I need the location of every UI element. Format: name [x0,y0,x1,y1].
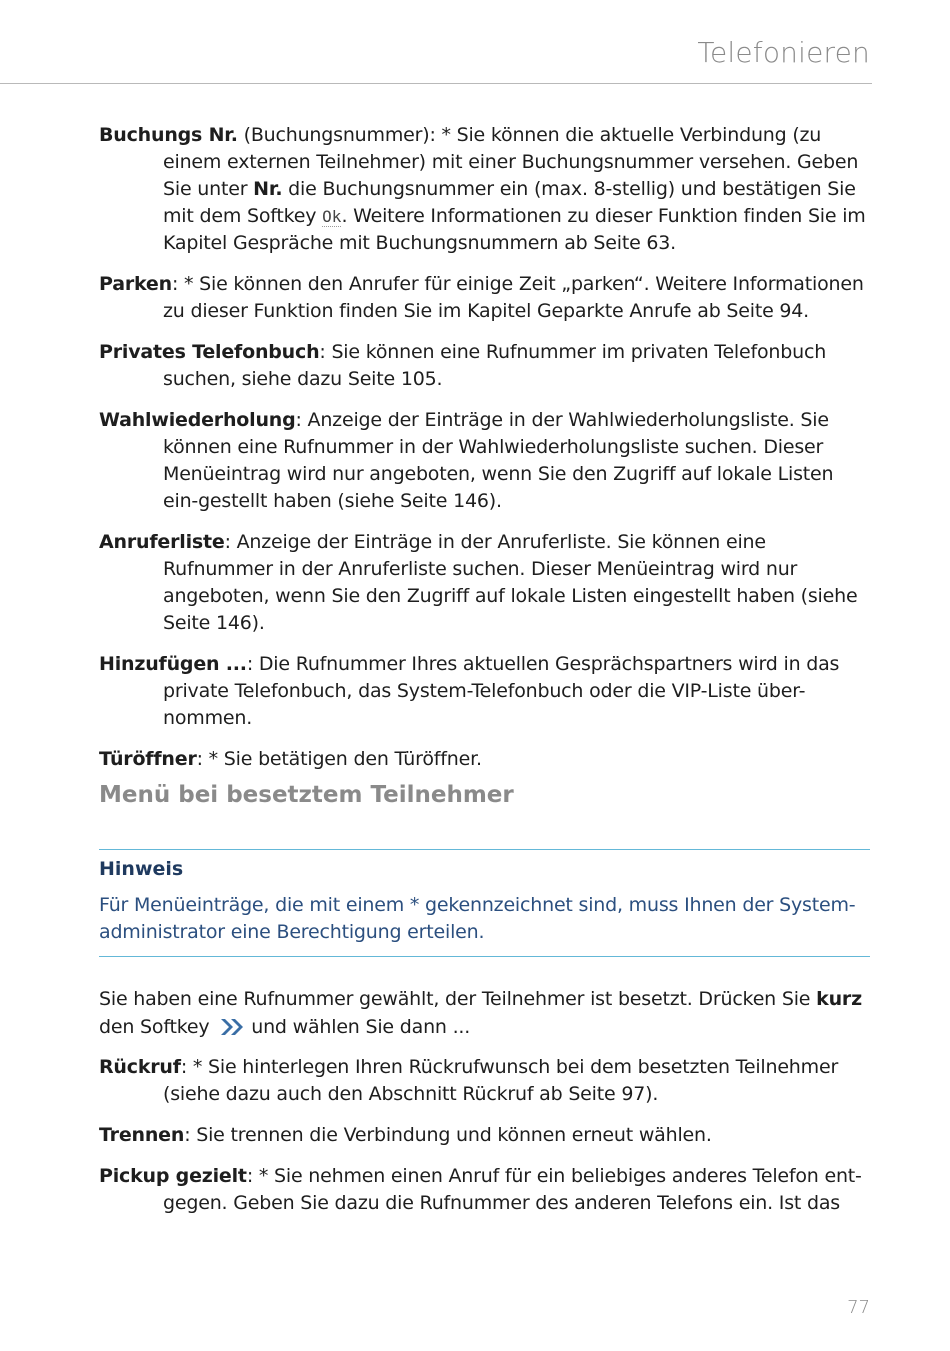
entry-term: Parken [99,273,172,295]
entry-text: : Die Rufnummer Ihres aktuellen Gesprächspartners wird in das private Telefonbuch, das System-Telefonbuch oder die VIP-Liste über-nommen. [163,653,840,729]
entry-trennen [99,1122,871,1149]
intro-text: den Softkey [99,1016,210,1038]
entry-term: Wahlwiederholung [99,409,296,431]
entry-wahlwiederholung [99,407,871,515]
entry-term: Rückruf [99,1056,181,1078]
entry-buchungs-nr [99,122,871,257]
intro-paragraph [99,985,871,1045]
entry-text: : * Sie betätigen den Türöffner. [196,748,482,770]
entry-rueckruf [99,1054,871,1108]
intro-bold: kurz [816,988,862,1010]
menu-entries-top [99,122,871,773]
entry-text: : Anzeige der Einträge in der Anruferliste. Sie können eine Rufnummer in der Anruferliste suchen. Dieser Menüeintrag wird nur angeboten, wenn Sie den Zugriff auf lokale Listen eingestellt haben (siehe Seite 146). [163,531,858,634]
intro-text: Sie haben eine Rufnummer gewählt, der Teilnehmer ist besetzt. Drücken Sie [99,988,817,1010]
double-chevron-right-icon [219,1017,247,1045]
note-box [99,849,870,957]
entry-text: : * Sie können den Anrufer für einige Zeit „parken“. Weitere Informationen zu dieser Funktion finden Sie im Kapitel Geparkte Anrufe ab Seite 94. [163,273,864,322]
page-number: 77 [847,1297,870,1318]
entry-text: : * Sie nehmen einen Anruf für ein beliebiges anderes Telefon ent-gegen. Geben Sie dazu die Rufnummer des anderen Telefons ein. Ist das [163,1165,862,1214]
entry-term: Pickup gezielt [99,1165,247,1187]
entry-anruferliste [99,529,871,637]
intro-text: und wählen Sie dann ... [251,1016,471,1038]
note-text: Für Menüeinträge, die mit einem * gekennzeichnet sind, muss Ihnen der System-administrator eine Berechtigung erteilen. [99,894,856,943]
entry-text: : Sie trennen die Verbindung und können erneut wählen. [184,1124,712,1146]
entry-term: Buchungs Nr. [99,124,238,146]
entry-privates-telefonbuch [99,339,871,393]
entry-term: Trennen [99,1124,185,1146]
entry-term: Türöffner [99,748,197,770]
page-header-title: Telefonieren [697,36,870,69]
header-divider [0,83,872,84]
entry-parken [99,271,871,325]
entry-hinzufuegen [99,651,871,732]
menu-entries-bottom [99,1054,871,1217]
entry-text: : Anzeige der Einträge in der Wahlwiederholungsliste. Sie können eine Rufnummer in der Wahlwiederholungsliste suchen. Dieser Menüeintrag wird nur angeboten, wenn Sie den Zugriff auf lokale Listen ein-gestellt haben (siehe Seite 146). [163,409,834,512]
entry-text: die Buchungsnummer ein (max. 8-stellig) und bestätigen Sie mit dem Softkey [163,178,856,227]
entry-term: Hinzufügen ... [99,653,247,675]
section-heading: Menü bei besetztem Teilnehmer [99,782,514,808]
intro-paragraph-block [99,985,871,1045]
entry-term: Anruferliste [99,531,225,553]
entry-text: (Buchungsnummer): * Sie können die aktuelle Verbindung (zu einem externen Teilnehmer) mit einer Buchungsnummer versehen. Geben Sie unter [163,124,859,200]
entry-text: . Weitere Informationen zu dieser Funktion finden Sie im Kapitel Gespräche mit Buchungsnummern ab Seite 63. [163,205,866,254]
entry-text: : Sie können eine Rufnummer im privaten Telefonbuch suchen, siehe dazu Seite 105. [163,341,827,390]
entry-term: Privates Telefonbuch [99,341,320,363]
entry-pickup-gezielt [99,1163,871,1217]
entry-term-inline: Nr. [253,178,283,200]
entry-tueroeffner [99,746,871,773]
entry-text: : * Sie hinterlegen Ihren Rückrufwunsch bei dem besetzten Teilnehmer (siehe dazu auch den Abschnitt Rückruf ab Seite 97). [163,1056,839,1105]
softkey-ok-label: Ok [322,207,342,226]
note-title: Hinweis [99,858,184,880]
